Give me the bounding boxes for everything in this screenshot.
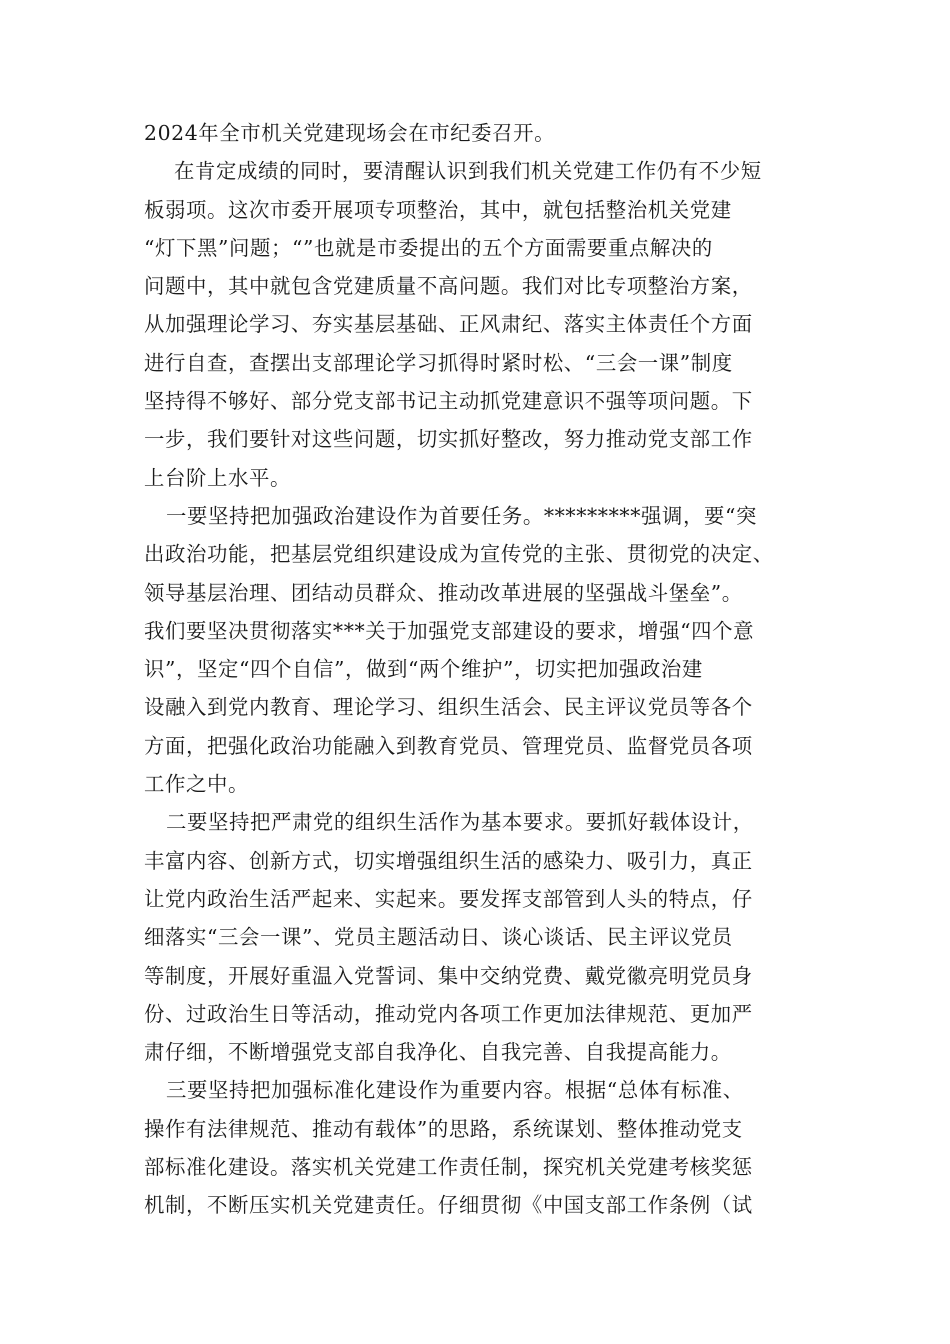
text-line: 一步，我们要针对这些问题，切实抓好整改，努力推动党支部工作: [144, 427, 753, 452]
text-line: 设融入到党内教育、理论学习、组织生活会、民主评议党员等各个: [144, 695, 753, 720]
text-line: 2024年全市机关党建现场会在市纪委召开。: [144, 121, 556, 145]
text-line: 让党内政治生活严起来、实起来。要发挥支部管到人头的特点，仔: [144, 886, 753, 911]
text-line: 细落实“三会一课”、党员主题活动日、谈心谈话、民主评议党员: [144, 925, 733, 950]
text-line: 进行自查，查摆出支部理论学习抓得时紧时松、“三会一课”制度: [144, 350, 733, 375]
document-body: [144, 114, 812, 1225]
paragraph-start-line: 一要坚持把加强政治建设作为首要任务。*********强调，要“突: [166, 503, 757, 528]
text-line: “灯下黑”问题；“”也就是市委提出的五个方面需要重点解决的: [144, 235, 713, 260]
text-line: 等制度，开展好重温入党誓词、集中交纳党费、戴党徽亮明党员身: [144, 963, 753, 988]
text-line: 份、过政治生日等活动，推动党内各项工作更加法律规范、更加严: [144, 1001, 753, 1026]
text-line: 丰富内容、创新方式，切实增强组织生活的感染力、吸引力，真正: [144, 848, 753, 873]
text-line: 问题中，其中就包含党建质量不高问题。我们对比专项整治方案，: [144, 274, 753, 299]
text-line: 操作有法律规范、推动有载体”的思路，系统谋划、整体推动党支: [144, 1116, 743, 1141]
text-line: 从加强理论学习、夯实基层基础、正风肃纪、落实主体责任个方面: [144, 312, 753, 337]
text-line: 我们要坚决贯彻落实***关于加强党支部建设的要求，增强“四个意: [144, 618, 755, 643]
text-line: 领导基层治理、团结动员群众、推动改革进展的坚强战斗堡垒”。: [144, 580, 743, 605]
paragraph-start-line: 二要坚持把严肃党的组织生活作为基本要求。要抓好载体设计，: [166, 810, 754, 835]
text-line: 上台阶上水平。: [144, 465, 291, 490]
text-line: 机制，不断压实机关党建责任。仔细贯彻《中国支部工作条例（试: [144, 1193, 753, 1218]
text-line: 板弱项。这次市委开展项专项整治，其中，就包括整治机关党建: [144, 197, 732, 222]
paragraph-start-line: 三要坚持把加强标准化建设作为重要内容。根据“总体有标准、: [166, 1078, 744, 1103]
text-line: 肃仔细，不断增强党支部自我净化、自我完善、自我提高能力。: [144, 1040, 732, 1065]
text-line: 工作之中。: [144, 772, 249, 797]
text-line: 部标准化建设。落实机关党建工作责任制，探究机关党建考核奖惩: [144, 1155, 753, 1180]
text-line: 坚持得不够好、部分党支部书记主动抓党建意识不强等项问题。下: [144, 389, 753, 414]
text-line: 识”，坚定“四个自信”，做到“两个维护”，切实把加强政治建: [144, 657, 703, 682]
text-line: 方面，把强化政治功能融入到教育党员、管理党员、监督党员各项: [144, 733, 753, 758]
text-line: 出政治功能，把基层党组织建设成为宣传党的主张、贯彻党的决定、: [144, 542, 774, 567]
paragraph-start-line: 在肯定成绩的同时，要清醒认识到我们机关党建工作仍有不少短: [174, 159, 762, 184]
